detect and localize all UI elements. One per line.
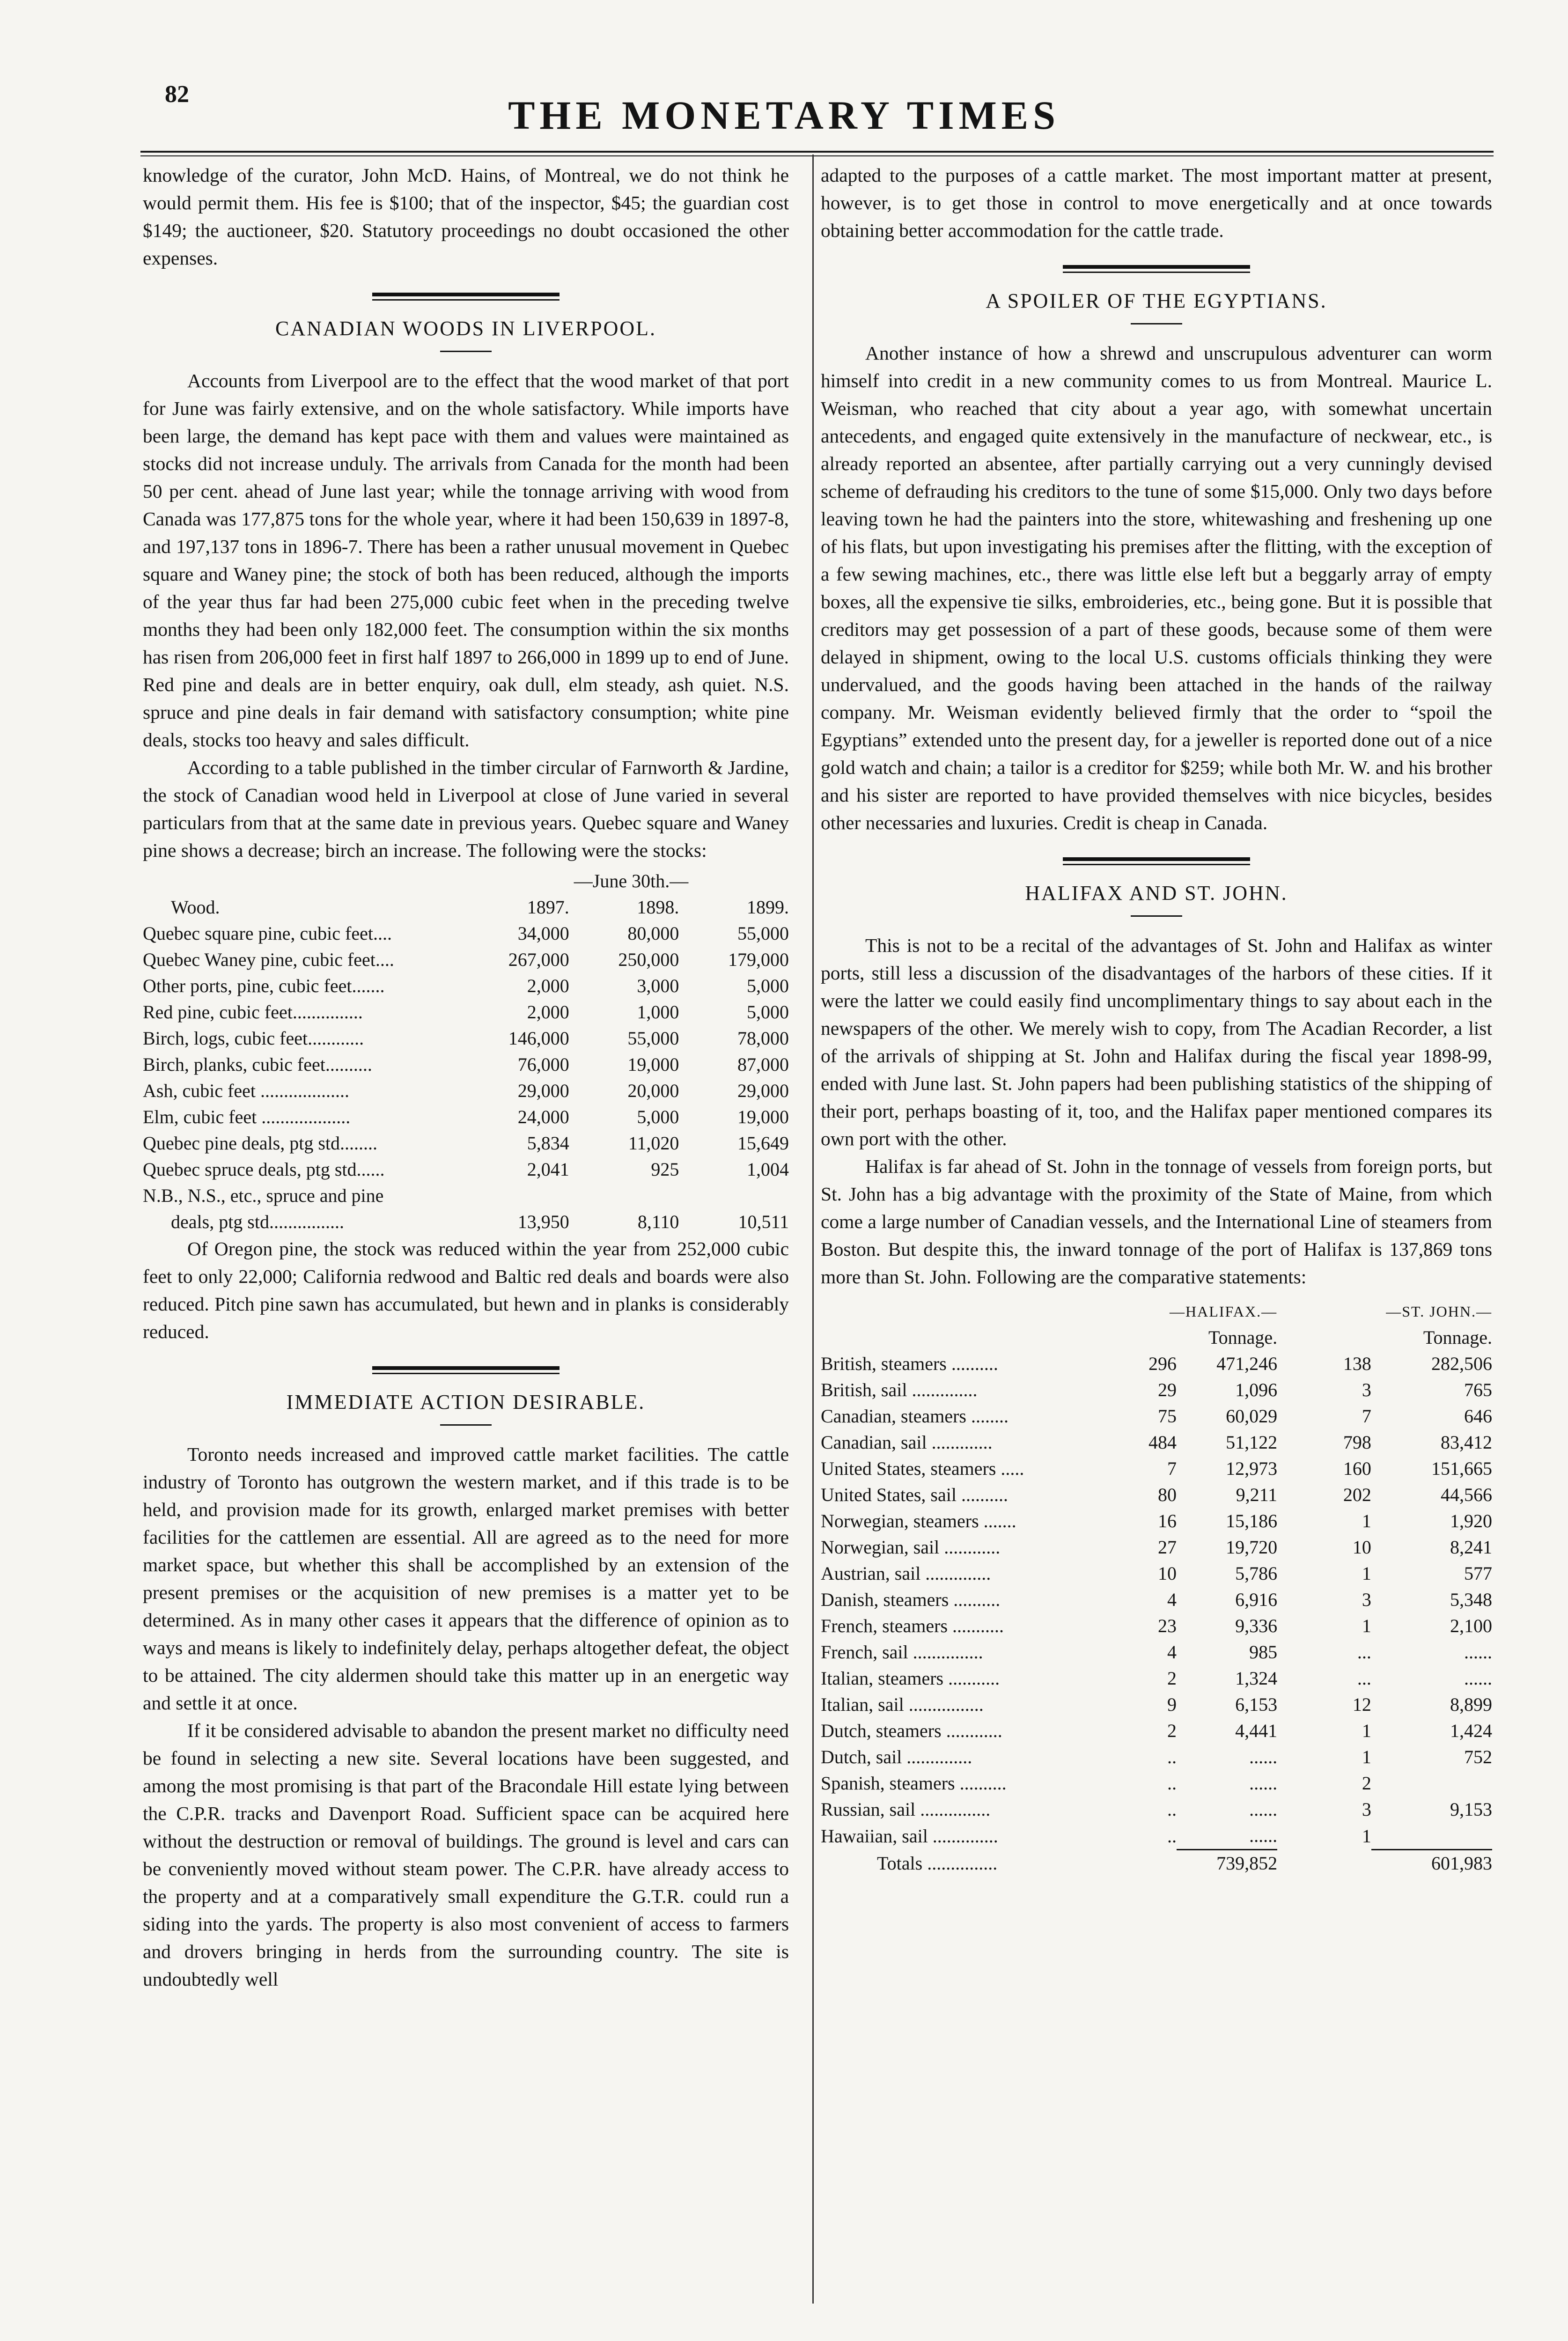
cell: 267,000 bbox=[508, 949, 569, 970]
cell: 19,000 bbox=[627, 1054, 679, 1075]
cell: 13,950 bbox=[517, 1211, 569, 1232]
stjohn-header: —ST. JOHN.— bbox=[1386, 1303, 1492, 1320]
row-label: Italian, steamers ........... bbox=[821, 1668, 1000, 1689]
cell: 5,000 bbox=[637, 1106, 679, 1127]
cell: 1 bbox=[1362, 1615, 1371, 1636]
cell: 3 bbox=[1362, 1589, 1371, 1610]
table-row bbox=[143, 1078, 789, 1104]
halifax-header: —HALIFAX.— bbox=[1170, 1303, 1278, 1320]
wood-table-year: 1899. bbox=[747, 897, 789, 918]
table-row bbox=[143, 999, 789, 1025]
masthead-rule bbox=[140, 151, 1494, 153]
cell: 2 bbox=[1167, 1668, 1177, 1689]
tonnage-header: Tonnage. bbox=[1208, 1327, 1278, 1348]
row-label: Quebec spruce deals, ptg std...... bbox=[143, 1159, 385, 1180]
table-row bbox=[821, 1744, 1492, 1770]
table-row bbox=[821, 1823, 1492, 1850]
cell: ...... bbox=[1249, 1799, 1278, 1820]
cell: 1 bbox=[1362, 1720, 1371, 1741]
heading-dash bbox=[440, 1424, 492, 1426]
cell: 1,000 bbox=[637, 1001, 679, 1023]
table-row bbox=[821, 1482, 1492, 1508]
tonnage-header: Tonnage. bbox=[1423, 1327, 1492, 1348]
halifax-paragraph-1: This is not to be a recital of the advantages of St. John and Halifax as winter ports, still less a discussion of the disadvantages of the harbors of these cities. If it were the latter we could easily find uncomplimentary things to say about each in the newspapers of the other. We merely wish to copy, from The Acadian Recorder, a list of the arrivals of shipping at St. John and Halifax during the fiscal year 1898-99, ended with June last. St. John papers had been publishing statistics of the shipping of their port, perhaps boasting of it, too, and the Halifax paper mentioned compares its own port with the other. bbox=[821, 935, 1492, 1149]
cell: 9,336 bbox=[1235, 1615, 1278, 1636]
cell: 80,000 bbox=[627, 923, 679, 944]
section-ornament bbox=[1063, 857, 1250, 865]
cell: ...... bbox=[1249, 1825, 1278, 1846]
cell: 798 bbox=[1343, 1432, 1371, 1453]
table-row bbox=[821, 1796, 1492, 1823]
table-row bbox=[143, 1052, 789, 1078]
row-label: N.B., N.S., etc., spruce and pine bbox=[143, 1185, 384, 1206]
cell: 577 bbox=[1464, 1563, 1492, 1584]
row-label: Quebec pine deals, ptg std........ bbox=[143, 1133, 377, 1154]
row-label: Red pine, cubic feet............... bbox=[143, 1001, 363, 1023]
cell: 1 bbox=[1362, 1825, 1371, 1847]
cell: 75 bbox=[1158, 1406, 1177, 1427]
shipping-table bbox=[821, 1298, 1492, 1877]
cell: 752 bbox=[1464, 1746, 1492, 1767]
cell: 4 bbox=[1167, 1642, 1177, 1663]
cell: 1 bbox=[1362, 1746, 1371, 1767]
cell: ...... bbox=[1464, 1642, 1492, 1663]
cell bbox=[1371, 1823, 1492, 1850]
table-row bbox=[821, 1377, 1492, 1403]
table-row bbox=[821, 1429, 1492, 1456]
page-number: 82 bbox=[165, 81, 189, 108]
cell: 10,511 bbox=[738, 1211, 789, 1232]
table-row bbox=[143, 947, 789, 973]
row-label: Spanish, steamers .......... bbox=[821, 1773, 1007, 1794]
right-intro-paragraph: adapted to the purposes of a cattle market. The most important matter at present, however, is to get those in control to move energetically and at once towards obtaining better accommodation for the cattle trade. bbox=[821, 164, 1492, 241]
heading-dash bbox=[1131, 323, 1182, 324]
row-label: Quebec Waney pine, cubic feet.... bbox=[143, 949, 394, 970]
cell: 6,916 bbox=[1235, 1589, 1278, 1610]
cell: 15,186 bbox=[1226, 1510, 1278, 1531]
table-row bbox=[821, 1403, 1492, 1429]
cell: 5,834 bbox=[527, 1133, 569, 1154]
table-row bbox=[821, 1456, 1492, 1482]
halifax-paragraph-2: Halifax is far ahead of St. John in the tonnage of vessels from foreign ports, but St. John has a big advantage with the proximity of the State of Maine, from which come a large number of Canadian vessels, and the International Line of steamers from Boston. But despite this, the inward tonnage of the port of Halifax is 137,869 tons more than St. John. Following are the comparative statements: bbox=[821, 1156, 1492, 1288]
cell: 2,000 bbox=[527, 1001, 569, 1023]
row-label: Birch, logs, cubic feet............ bbox=[143, 1028, 364, 1049]
cell: 4 bbox=[1167, 1589, 1177, 1610]
cell: 202 bbox=[1343, 1484, 1371, 1505]
cell: 1 bbox=[1362, 1510, 1371, 1531]
halifax-heading: HALIFAX AND ST. JOHN. bbox=[1025, 882, 1288, 905]
wood-table-col-header: Wood. bbox=[171, 897, 220, 918]
spoiler-heading: A SPOILER OF THE EGYPTIANS. bbox=[986, 289, 1327, 312]
action-paragraph-1: Toronto needs increased and improved cattle market facilities. The cattle industry of Toronto has outgrown the western market, and if this trade is to be held, and provision made for its growth, enlarged market premises with better facilities for the cattlemen are essential. All are agreed as to the need for more market space, but whether this shall be accomplished by an extension of the present premises or the acquisition of new premises is a matter yet to be determined. As in many other cases it appears that the difference of opinion as to ways and means is likely to indefinitely delay, perhaps altogether defeat, the object to be attained. The city aldermen should take this matter up in an energetic way and settle it at once. bbox=[143, 1443, 789, 1714]
totals-halifax: 739,852 bbox=[1216, 1853, 1278, 1874]
table-row bbox=[143, 1183, 789, 1209]
cell: 51,122 bbox=[1226, 1432, 1278, 1453]
cell: 12,973 bbox=[1226, 1458, 1278, 1479]
row-label: British, steamers .......... bbox=[821, 1353, 998, 1374]
wood-stocks-table bbox=[143, 868, 789, 1235]
table-row bbox=[143, 973, 789, 999]
cell: 282,506 bbox=[1431, 1353, 1492, 1374]
cell: 16 bbox=[1158, 1510, 1177, 1531]
cell: 471,246 bbox=[1216, 1353, 1278, 1374]
cell: .. bbox=[1167, 1746, 1177, 1767]
cell: 138 bbox=[1343, 1353, 1371, 1374]
table-row bbox=[821, 1639, 1492, 1665]
row-label: British, sail .............. bbox=[821, 1379, 978, 1400]
row-label: deals, ptg std................ bbox=[171, 1211, 344, 1232]
cell: .. bbox=[1167, 1773, 1177, 1794]
masthead: THE MONETARY TIMES bbox=[508, 93, 1060, 138]
cell: 8,241 bbox=[1450, 1537, 1492, 1558]
action-paragraph-2: If it be considered advisable to abandon the present market no difficulty need be found in selecting a new site. Several locations have been suggested, and among the most promising is that part of the Bracondale Hill estate lying between the C.P.R. tracks and Davenport Road. Sufficient space can be acquired here without the destruction or removal of buildings. The ground is level and cars can be conveniently moved without steam power. The C.P.R. have already access to the property and at a comparatively small expenditure the G.T.R. could run a siding into the yards. The property is also most convenient of access to farmers and drovers bringing in herds from the surrounding country. The site is undoubtedly well bbox=[143, 1720, 789, 1990]
cell: 10 bbox=[1352, 1537, 1371, 1558]
totals-stjohn: 601,983 bbox=[1431, 1853, 1492, 1874]
cell: 3 bbox=[1362, 1379, 1371, 1400]
cell: 925 bbox=[651, 1159, 679, 1180]
cell: ...... bbox=[1464, 1668, 1492, 1689]
cell: 6,153 bbox=[1235, 1694, 1278, 1715]
cell: 484 bbox=[1148, 1432, 1177, 1453]
cell: 60,029 bbox=[1226, 1406, 1278, 1427]
row-label: French, sail ............... bbox=[821, 1642, 983, 1663]
cell: ... bbox=[1357, 1668, 1371, 1689]
table-row bbox=[821, 1351, 1492, 1377]
cell: 9 bbox=[1167, 1694, 1177, 1715]
cell: 34,000 bbox=[517, 923, 569, 944]
cell: 23 bbox=[1158, 1615, 1177, 1636]
table-row bbox=[143, 1130, 789, 1156]
row-label: Canadian, sail ............. bbox=[821, 1432, 993, 1453]
row-label: Dutch, steamers ............ bbox=[821, 1720, 1002, 1741]
row-label: Italian, sail ................ bbox=[821, 1694, 984, 1715]
cell: 3 bbox=[1362, 1799, 1371, 1820]
section-ornament bbox=[1063, 265, 1250, 273]
row-label: Other ports, pine, cubic feet....... bbox=[143, 975, 385, 996]
cell: 179,000 bbox=[728, 949, 789, 970]
cell: ...... bbox=[1249, 1773, 1278, 1794]
section-ornament bbox=[372, 293, 559, 301]
cell: ... bbox=[1357, 1642, 1371, 1663]
cell: 4,441 bbox=[1235, 1720, 1278, 1741]
cell: 5,000 bbox=[747, 975, 789, 996]
row-label: United States, steamers ..... bbox=[821, 1458, 1024, 1479]
cell: 3,000 bbox=[637, 975, 679, 996]
cell: 151,665 bbox=[1431, 1458, 1492, 1479]
cell: 80 bbox=[1158, 1484, 1177, 1505]
cell: 9,211 bbox=[1236, 1484, 1278, 1505]
cell: .. bbox=[1167, 1825, 1177, 1847]
table-row bbox=[143, 1025, 789, 1052]
cell: 29 bbox=[1158, 1379, 1177, 1400]
cell: ...... bbox=[1249, 1746, 1278, 1767]
table-row bbox=[821, 1665, 1492, 1692]
cell: 76,000 bbox=[517, 1054, 569, 1075]
table-row bbox=[821, 1561, 1492, 1587]
cell: 8,110 bbox=[637, 1211, 679, 1232]
table-row bbox=[821, 1508, 1492, 1534]
table-row bbox=[143, 1209, 789, 1235]
cell: 24,000 bbox=[517, 1106, 569, 1127]
cell: 7 bbox=[1362, 1406, 1371, 1427]
cell: 2,041 bbox=[527, 1159, 569, 1180]
totals-label: Totals ............... bbox=[877, 1853, 998, 1874]
table-row bbox=[143, 920, 789, 947]
cell: 55,000 bbox=[627, 1028, 679, 1049]
masthead-rule-thin bbox=[140, 155, 1494, 156]
left-intro-paragraph: knowledge of the curator, John McD. Hains, of Montreal, we do not think he would permit them. His fee is $100; that of the inspector, $45; the guardian cost $149; the auctioneer, $20. Statutory proceedings no doubt occasioned the other expenses. bbox=[143, 164, 789, 269]
cell: 10 bbox=[1158, 1563, 1177, 1584]
table-row bbox=[821, 1613, 1492, 1639]
heading-dash bbox=[440, 351, 492, 352]
totals-row bbox=[821, 1850, 1492, 1877]
table-row bbox=[143, 1104, 789, 1130]
cell: 83,412 bbox=[1441, 1432, 1492, 1453]
cell: 7 bbox=[1167, 1458, 1177, 1479]
cell: 29,000 bbox=[737, 1080, 789, 1101]
woods-paragraph-1: Accounts from Liverpool are to the effect that the wood market of that port for June was fairly extensive, and on the whole satisfactory. While imports have been large, the demand has kept pace with them and values were maintained as stocks did not increase unduly. The arrivals from Canada for the month had been 50 per cent. ahead of June last year; while the tonnage arriving with wood from Canada was 177,875 tons for the whole year, where it had been 150,639 in 1897-8, and 197,137 tons in 1896-7. There has been a rather unusual movement in Quebec square and Waney pine; the stock of both has been reduced, although the imports of the year thus far had been 275,000 cubic feet when in the preceding twelve months they had been only 182,000 feet. The consumption within the six months has risen from 206,000 feet in first half 1897 to 266,000 in 1899 up to end of June. Red pine and deals are in better enquiry, oak dull, elm steady, ash quiet. N.S. spruce and pine deals in fair demand with satisfactory consumption; white pine deals, stocks too heavy and sales difficult. bbox=[143, 370, 789, 751]
row-label: Elm, cubic feet ................... bbox=[143, 1106, 351, 1127]
row-label: Danish, steamers .......... bbox=[821, 1589, 1001, 1610]
row-label: Quebec square pine, cubic feet.... bbox=[143, 923, 392, 944]
table-row bbox=[821, 1534, 1492, 1561]
cell: 5,348 bbox=[1450, 1589, 1492, 1610]
cell: 2,100 bbox=[1450, 1615, 1492, 1636]
cell: 5,000 bbox=[747, 1001, 789, 1023]
cell: 9,153 bbox=[1450, 1799, 1492, 1820]
table-row bbox=[821, 1718, 1492, 1744]
cell: 2 bbox=[1362, 1773, 1371, 1794]
cell: 8,899 bbox=[1450, 1694, 1492, 1715]
row-label: Norwegian, steamers ....... bbox=[821, 1510, 1016, 1531]
row-label: Ash, cubic feet ................... bbox=[143, 1080, 350, 1101]
row-label: United States, sail .......... bbox=[821, 1484, 1008, 1505]
table-row bbox=[821, 1770, 1492, 1796]
cell: 5,786 bbox=[1235, 1563, 1278, 1584]
woods-heading: CANADIAN WOODS IN LIVERPOOL. bbox=[275, 317, 657, 340]
cell: 646 bbox=[1464, 1406, 1492, 1427]
table-row bbox=[821, 1587, 1492, 1613]
table-row bbox=[821, 1692, 1492, 1718]
cell: 1,424 bbox=[1450, 1720, 1492, 1741]
cell: 146,000 bbox=[508, 1028, 569, 1049]
section-ornament bbox=[372, 1366, 559, 1374]
column-divider bbox=[812, 155, 814, 2304]
cell: 27 bbox=[1158, 1537, 1177, 1558]
cell: 19,000 bbox=[737, 1106, 789, 1127]
cell: 250,000 bbox=[618, 949, 679, 970]
heading-dash bbox=[1131, 915, 1182, 917]
cell: 15,649 bbox=[737, 1133, 789, 1154]
row-label: Hawaiian, sail .............. bbox=[821, 1825, 998, 1847]
cell: 1,004 bbox=[747, 1159, 789, 1180]
action-heading: IMMEDIATE ACTION DESIRABLE. bbox=[286, 1391, 646, 1413]
spoiler-paragraph: Another instance of how a shrewd and unscrupulous adventurer can worm himself into credit in a new community comes to us from Montreal. Maurice L. Weisman, who reached that city about a year ago, with somewhat uncertain antecedents, and engaged quite extensively in the manufacture of neckwear, etc., is already reported an absentee, after partially carrying out a very cunningly devised scheme of defrauding his creditors to the tune of some $15,000. Only two days before leaving town he had the painters into the store, whitewashing and freshening up one of his flats, but upon investigating his premises after the flitting, with the exception of a few sewing machines, etc., there was little else left but a beggarly array of empty boxes, all the expensive tie silks, embroideries, etc., being gone. But it is possible that creditors may get possession of a part of these goods, because some of them were delayed in shipment, owing to the local U.S. customs officials thinking they were undervalued, and the goods having been attached in the hands of the railway company. Mr. Weisman evidently believed firmly that the order to “spoil the Egyptians” extended unto the present day, for a jeweller is reported done out of a nice gold watch and chain; a tailor is a creditor for $259; while both Mr. W. and his brother and his sister are reported to have provided themselves with nice bicycles, besides other necessaries and luxuries. Credit is cheap in Canada. bbox=[821, 342, 1492, 833]
woods-paragraph-3: Of Oregon pine, the stock was reduced within the year from 252,000 cubic feet to only 22,000; California redwood and Baltic red deals and boards were also reduced. Pitch pine sawn has accumulated, but hewn and in planks is considerably reduced. bbox=[143, 1238, 789, 1342]
wood-table-group-header: —June 30th.— bbox=[574, 870, 689, 891]
woods-paragraph-2: According to a table published in the timber circular of Farnworth & Jardine, the stock of Canadian wood held in Liverpool at close of June varied in several particulars from that at the same date in previous years. Quebec square and Waney pine shows a decrease; birch an increase. The following were the stocks: bbox=[143, 757, 789, 861]
cell: 55,000 bbox=[737, 923, 789, 944]
cell: 1,096 bbox=[1235, 1379, 1278, 1400]
cell: 29,000 bbox=[517, 1080, 569, 1101]
left-column bbox=[143, 162, 789, 1993]
row-label: Canadian, steamers ........ bbox=[821, 1406, 1009, 1427]
cell: 12 bbox=[1352, 1694, 1371, 1715]
cell: 1,920 bbox=[1450, 1510, 1492, 1531]
cell: 296 bbox=[1148, 1353, 1177, 1374]
row-label: French, steamers ........... bbox=[821, 1615, 1004, 1636]
row-label: Dutch, sail .............. bbox=[821, 1746, 972, 1767]
cell: 160 bbox=[1343, 1458, 1371, 1479]
row-label: Birch, planks, cubic feet.......... bbox=[143, 1054, 372, 1075]
cell: 2,000 bbox=[527, 975, 569, 996]
cell: 87,000 bbox=[737, 1054, 789, 1075]
cell: 1 bbox=[1362, 1563, 1371, 1584]
cell: 20,000 bbox=[627, 1080, 679, 1101]
row-label: Austrian, sail .............. bbox=[821, 1563, 991, 1584]
row-label: Russian, sail ............... bbox=[821, 1799, 991, 1820]
cell: 19,720 bbox=[1226, 1537, 1278, 1558]
right-column bbox=[821, 162, 1492, 1877]
cell: 44,566 bbox=[1441, 1484, 1492, 1505]
cell: 11,020 bbox=[628, 1133, 679, 1154]
row-label: Norwegian, sail ............ bbox=[821, 1537, 1001, 1558]
cell: 985 bbox=[1249, 1642, 1278, 1663]
cell: 78,000 bbox=[737, 1028, 789, 1049]
wood-table-year: 1897. bbox=[527, 897, 569, 918]
table-row bbox=[143, 1156, 789, 1183]
wood-table-year: 1898. bbox=[637, 897, 679, 918]
cell: 2 bbox=[1167, 1720, 1177, 1741]
cell bbox=[1371, 1770, 1492, 1796]
cell: .. bbox=[1167, 1799, 1177, 1820]
cell: 1,324 bbox=[1235, 1668, 1278, 1689]
cell: 765 bbox=[1464, 1379, 1492, 1400]
